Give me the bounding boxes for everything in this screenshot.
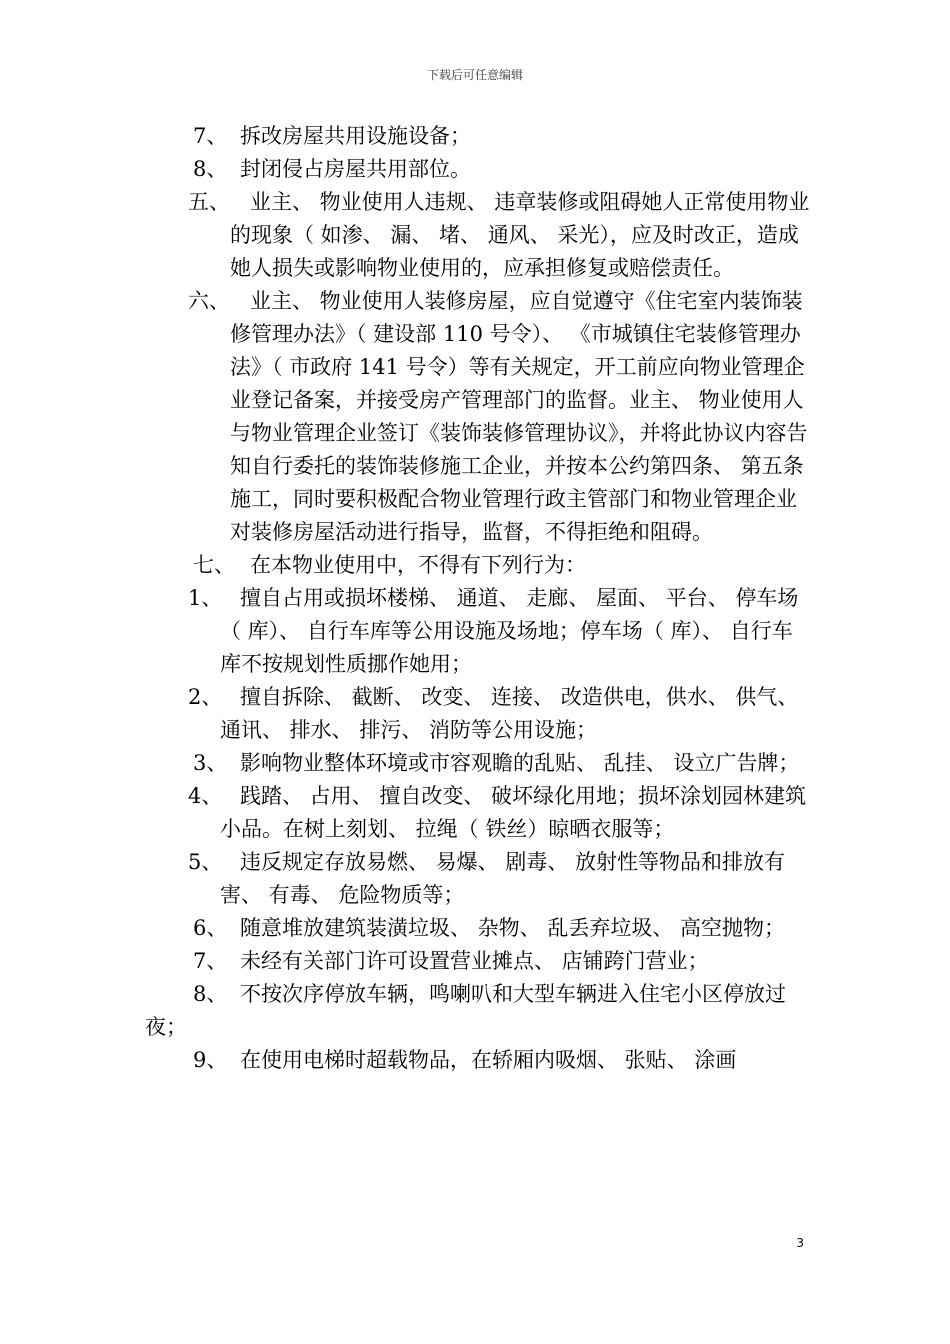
list-item [145, 582, 813, 681]
page-header: 下载后可任意编辑 [426, 68, 523, 82]
list-item-number: 六、 [188, 289, 230, 313]
list-item-number: 7、 [193, 949, 228, 973]
list-item [145, 153, 813, 186]
list-item [145, 549, 813, 582]
document-body [145, 120, 813, 1077]
list-item-text: 业主、 物业使用人装修房屋，应自觉遵守《住宅室内装饰装修管理办法》（ 建设部 110 号令）、 《市城镇住宅装修管理办法》（ 市政府 141 号令）等有关规定，开工前应向物业管理企业登记备案，并接受房产管理部门的监督。业主、 物业使用人与物业管理企业签订《装饰装修管理协议》，并将此协议内容告知自行委托的装饰装修施工企业，并按本公约第四条、 第五条施工，同时要积极配合物业管理行政主管部门和物业管理企业对装修房屋活动进行指导，监督，不得拒绝和阻碍。 [230, 289, 808, 544]
list-item-number: 七、 [193, 553, 235, 577]
list-item-number: 1、 [188, 586, 223, 610]
list-item-number: 9、 [193, 1048, 228, 1072]
list-item-text: 擅自拆除、 截断、 改变、 连接、 改造供电，供水、 供气、 通讯、 排水、 排污、 消防等公用设施； [220, 685, 799, 742]
list-item-number: 8、 [193, 157, 228, 181]
list-item-text: 封闭侵占房屋共用部位。 [240, 157, 471, 181]
list-item-number: 4、 [188, 784, 223, 808]
list-item [145, 681, 813, 747]
list-item-text: 业主、 物业使用人违规、 违章装修或阻碍她人正常使用物业的现象（ 如渗、 漏、 堵、 通风、 采光），应及时改正，造成她人损失或影响物业使用的，应承担修复或赔偿责任。 [230, 190, 810, 280]
list-item [145, 945, 813, 978]
list-item-text: 拆改房屋共用设施设备； [240, 124, 471, 148]
list-item-text: 随意堆放建筑装潢垃圾、 杂物、 乱丢弃垃圾、 高空抛物； [240, 916, 786, 940]
list-item-text: 未经有关部门许可设置营业摊点、 店铺跨门营业； [240, 949, 709, 973]
list-item-number: 五、 [188, 190, 230, 214]
list-item-text: 在使用电梯时超载物品，在轿厢内吸烟、 张贴、 涂画 [240, 1048, 737, 1072]
list-item [145, 978, 813, 1044]
list-item-number: 8、 [193, 982, 228, 1006]
list-item [145, 780, 813, 846]
list-item [145, 846, 813, 912]
list-item [145, 285, 813, 549]
list-item [145, 186, 813, 285]
list-item [145, 1044, 813, 1077]
list-item-number: 6、 [193, 916, 228, 940]
list-item-text: 践踏、 占用、 擅自改变、 破坏绿化用地；损坏涂划园林建筑小品。在树上刻划、 拉绳（ 铁丝）晾晒衣服等； [220, 784, 807, 841]
list-item-text: 不按次序停放车辆，鸣喇叭和大型车辆进入住宅小区停放过夜； [145, 982, 786, 1039]
list-item-number: 5、 [188, 850, 223, 874]
list-item-number: 3、 [193, 751, 228, 775]
list-item [145, 747, 813, 780]
list-item-number: 7、 [193, 124, 228, 148]
list-item-text: 违反规定存放易燃、 易爆、 剧毒、 放射性等物品和排放有害、 有毒、 危险物质等； [220, 850, 786, 907]
page-number: 3 [796, 1236, 804, 1250]
list-item-text: 影响物业整体环境或市容观瞻的乱贴、 乱挂、 设立广告牌； [240, 751, 800, 775]
list-item [145, 120, 813, 153]
list-item [145, 912, 813, 945]
list-item-number: 2、 [188, 685, 223, 709]
list-item-text: 在本物业使用中，不得有下列行为： [250, 553, 586, 577]
list-item-text: 擅自占用或损坏楼梯、 通道、 走廊、 屋面、 平台、 停车场（ 库）、 自行车库等公用设施及场地；停车场（ 库）、 自行车库不按规划性质挪作她用； [220, 586, 799, 676]
